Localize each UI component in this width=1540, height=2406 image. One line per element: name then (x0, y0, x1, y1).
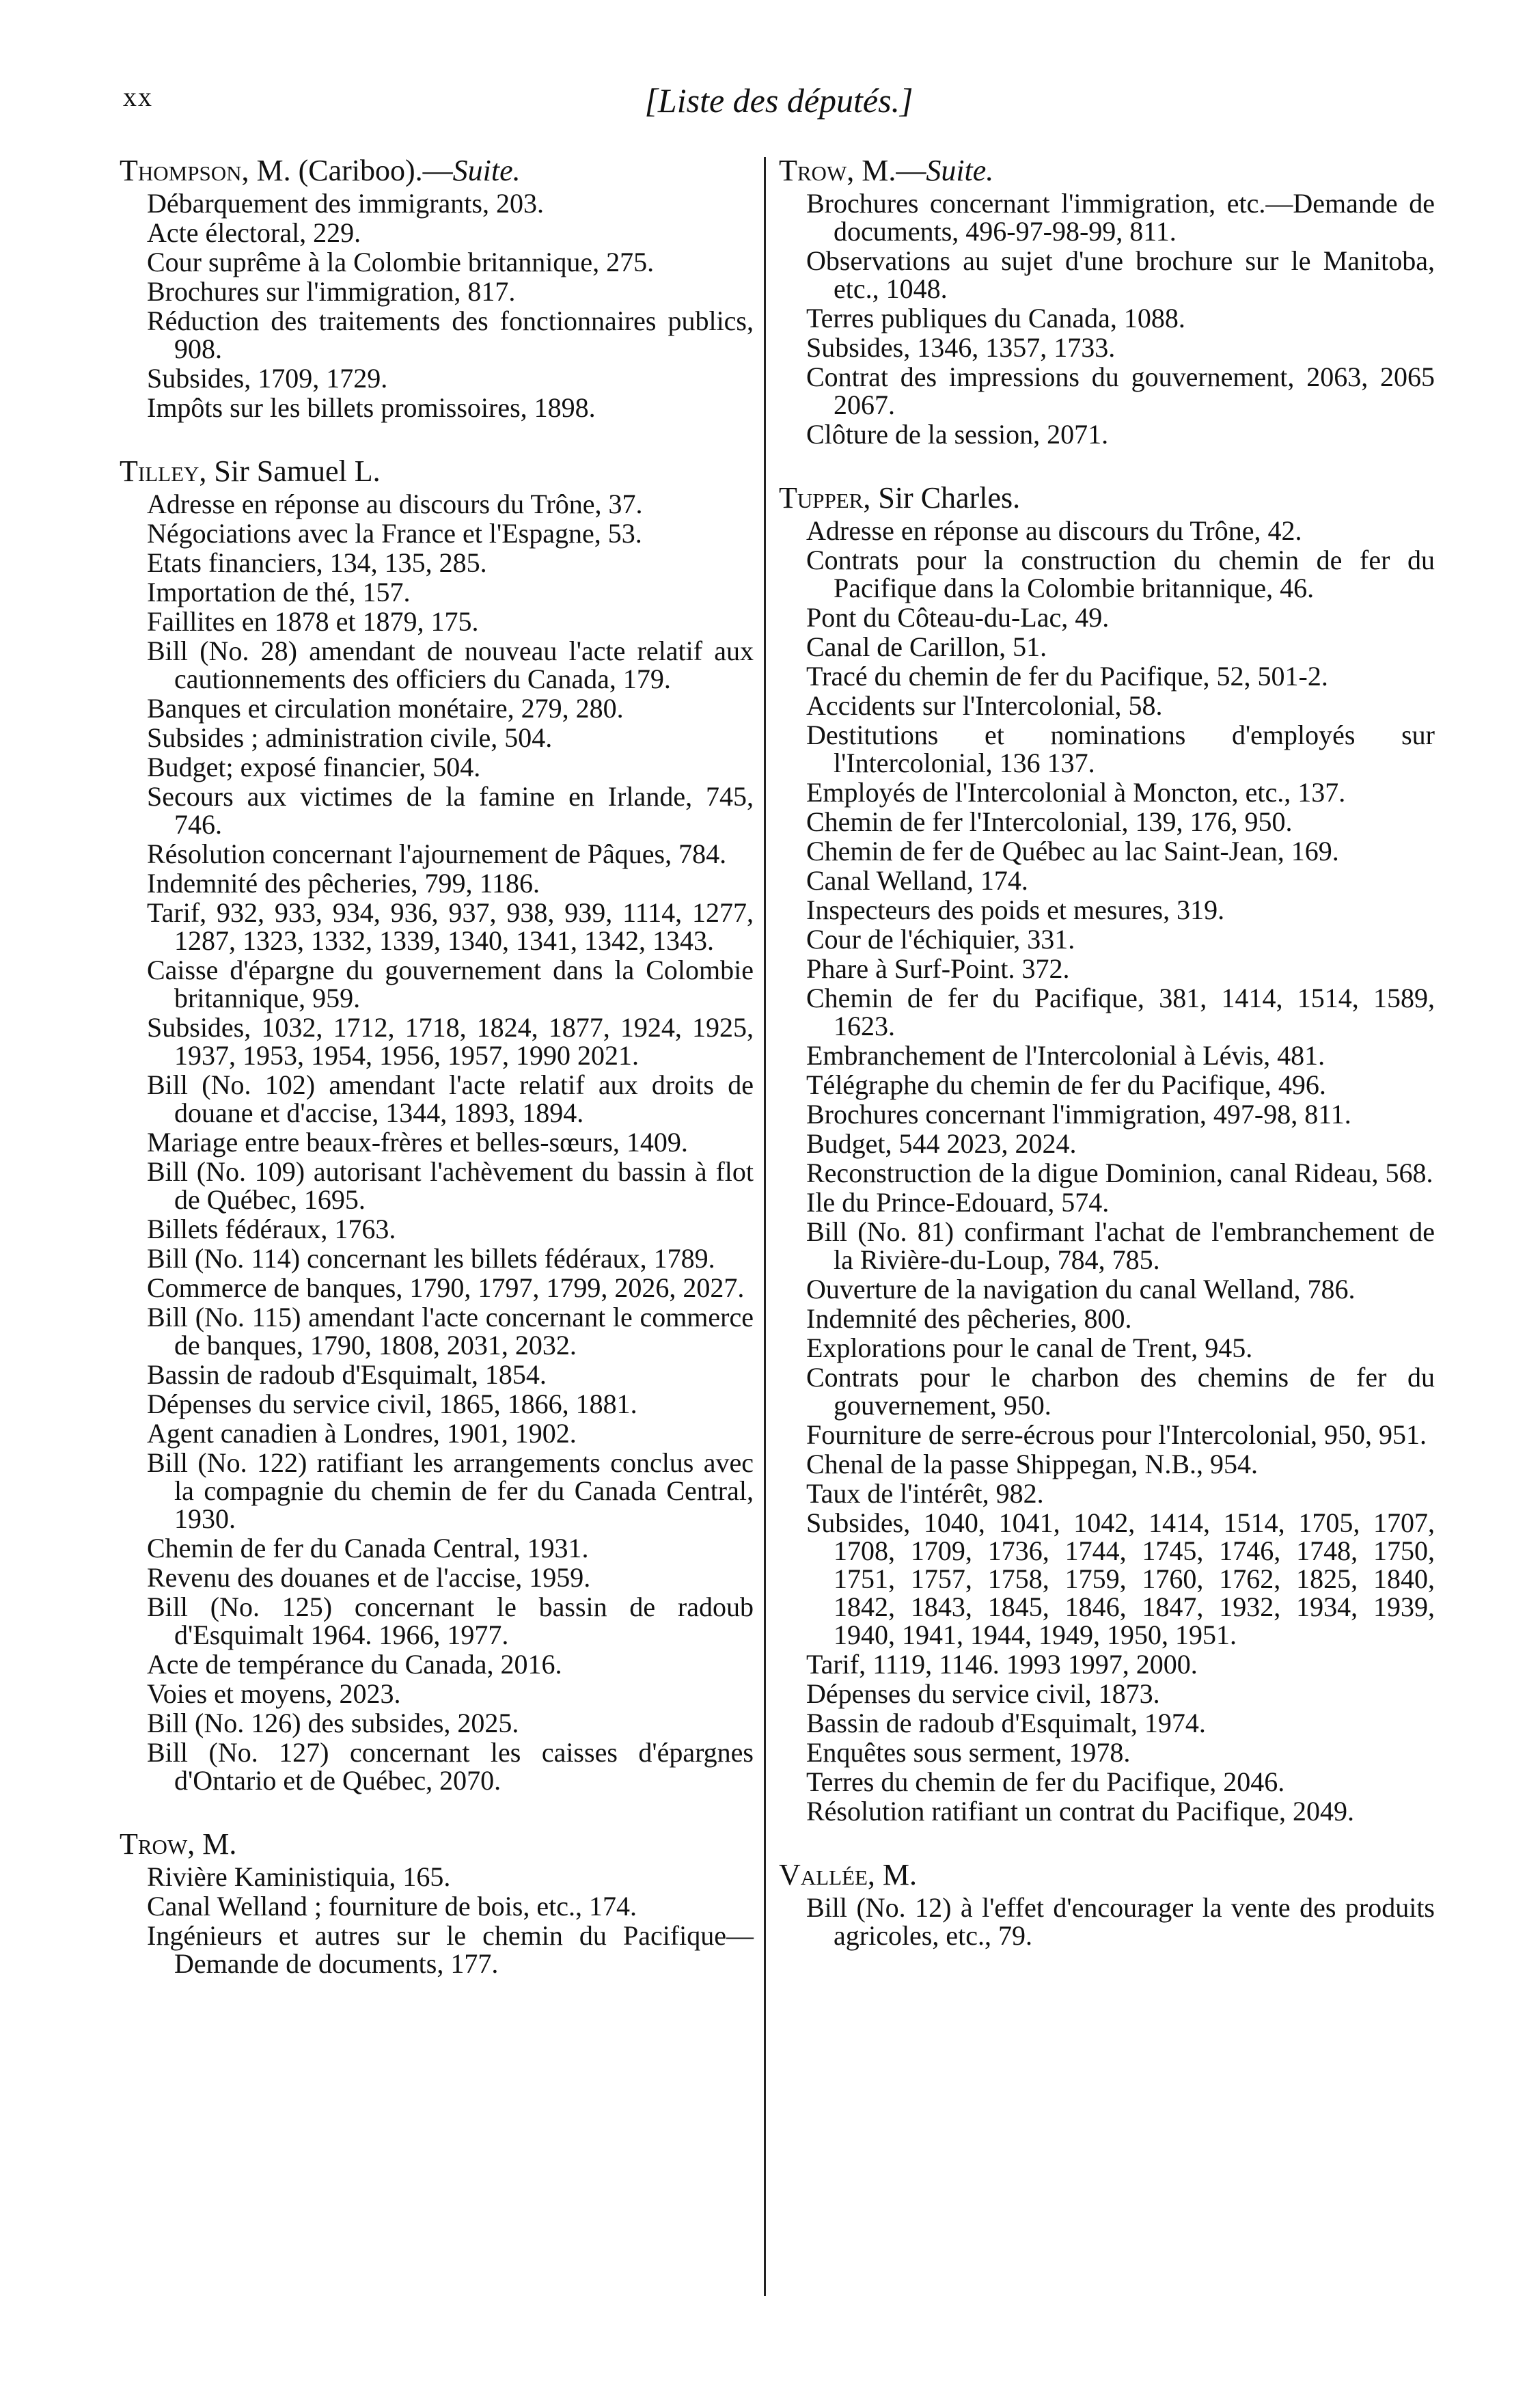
index-item: Canal Welland ; fourniture de bois, etc., 174. (147, 1891, 637, 1922)
index-item: Acte électoral, 229. (147, 217, 361, 248)
index-item: Résolution ratifiant un contrat du Pacifique, 2049. (806, 1796, 1355, 1827)
index-item: Observations au sujet d'une brochure sur le Manitoba, etc., 1048. (806, 245, 1435, 304)
index-item: Commerce de banques, 1790, 1797, 1799, 2026, 2027. (147, 1272, 745, 1303)
deputy-name (120, 1827, 754, 1861)
index-item: Etats financiers, 134, 135, 285. (147, 547, 487, 578)
entry-list (779, 517, 1435, 1825)
index-item: Bassin de radoub d'Esquimalt, 1854. (147, 1359, 547, 1390)
index-item: Adresse en réponse au discours du Trône, 42. (806, 515, 1302, 546)
index-item: Négociations avec la France et l'Espagne, 53. (147, 518, 642, 549)
index-item: Subsides, 1040, 1041, 1042, 1414, 1514, 1705, 1707, 1708, 1709, 1736, 1744, 1745, 1746, 1748, 1750, 1751, 1757, 1758, 1759, 1760, 1762, 1825, 1840, 1842, 1843, 1845, 1846, 1847, 1932, 1934, 1939, 1940, 1941, 1944, 1949, 1950, 1951. (806, 1507, 1435, 1650)
index-item: Terres publiques du Canada, 1088. (806, 303, 1185, 333)
page-number: xx (123, 81, 153, 112)
index-item: Inspecteurs des poids et mesures, 319. (806, 894, 1225, 925)
deputy-name (779, 481, 1435, 515)
index-item: Phare à Surf-Point. 372. (806, 953, 1070, 984)
deputy-surname: Vallée (779, 1858, 868, 1891)
index-item: Chemin de fer du Pacifique, 381, 1414, 1514, 1589, 1623. (806, 983, 1435, 1041)
deputy-entry (120, 1827, 754, 1978)
index-item: Canal Welland, 174. (806, 865, 1028, 896)
index-item: Adresse en réponse au discours du Trône, 37. (147, 489, 643, 519)
deputy-surname: Trow (120, 1827, 188, 1861)
index-item: Acte de tempérance du Canada, 2016. (147, 1649, 562, 1680)
deputy-name-rest: , M. (Cariboo).— (241, 154, 453, 187)
index-item: Bill (No. 125) concernant le bassin de radoub d'Esquimalt 1964. 1966, 1977. (147, 1591, 754, 1650)
entry-list (779, 1894, 1435, 1950)
index-item: Subsides, 1709, 1729. (147, 363, 388, 394)
index-item: Subsides, 1032, 1712, 1718, 1824, 1877, 1924, 1925, 1937, 1953, 1954, 1956, 1957, 1990 2021. (147, 1012, 754, 1071)
deputy-name-rest: , M. (867, 1858, 918, 1891)
entry-gap (120, 423, 754, 454)
index-item: Brochures concernant l'immigration, 497-98, 811. (806, 1099, 1351, 1130)
index-item: Mariage entre beaux-frères et belles-sœurs, 1409. (147, 1127, 688, 1158)
deputy-surname: Trow (779, 154, 847, 187)
column-divider (764, 157, 766, 2296)
index-item: Importation de thé, 157. (147, 577, 411, 607)
index-item: Contrats pour le charbon des chemins de fer du gouvernement, 950. (806, 1362, 1435, 1421)
deputy-name-rest: , Sir Samuel L. (199, 454, 381, 488)
index-item: Chemin de fer l'Intercolonial, 139, 176, 950. (806, 806, 1293, 837)
index-item: Subsides ; administration civile, 504. (147, 722, 553, 753)
index-item: Secours aux victimes de la famine en Irlande, 745, 746. (147, 781, 754, 840)
index-item: Indemnité des pêcheries, 800. (806, 1303, 1132, 1334)
page-header (123, 81, 1435, 135)
index-item: Ile du Prince-Edouard, 574. (806, 1187, 1110, 1218)
index-item: Clôture de la session, 2071. (806, 419, 1109, 450)
index-item: Banques et circulation monétaire, 279, 280. (147, 693, 624, 724)
deputy-entry (779, 481, 1435, 1825)
index-item: Dépenses du service civil, 1865, 1866, 1881. (147, 1389, 637, 1419)
index-item: Revenu des douanes et de l'accise, 1959. (147, 1562, 591, 1593)
index-item: Chemin de fer du Canada Central, 1931. (147, 1533, 589, 1563)
index-item: Reconstruction de la digue Dominion, canal Rideau, 568. (806, 1158, 1433, 1188)
index-item: Télégraphe du chemin de fer du Pacifique, 496. (806, 1069, 1326, 1100)
index-item: Tracé du chemin de fer du Pacifique, 52, 501-2. (806, 661, 1328, 692)
left-column (120, 154, 754, 1979)
index-item: Réduction des traitements des fonctionnaires publics, 908. (147, 305, 754, 364)
index-item: Explorations pour le canal de Trent, 945. (806, 1332, 1253, 1363)
index-item: Indemnité des pêcheries, 799, 1186. (147, 868, 540, 899)
deputy-name-rest: , Sir Charles. (863, 481, 1021, 515)
index-item: Bill (No. 127) concernant les caisses d'épargnes d'Ontario et de Québec, 2070. (147, 1737, 754, 1796)
deputy-name (779, 1858, 1435, 1892)
deputy-entry (779, 1858, 1435, 1950)
index-item: Embranchement de l'Intercolonial à Lévis, 481. (806, 1040, 1325, 1071)
entry-list (120, 490, 754, 1794)
index-item: Taux de l'intérêt, 982. (806, 1478, 1044, 1509)
index-item: Impôts sur les billets promissoires, 1898. (147, 392, 596, 423)
index-item: Cour suprême à la Colombie britannique, 275. (147, 247, 655, 277)
index-item: Pont du Côteau-du-Lac, 49. (806, 602, 1110, 633)
index-item: Bill (No. 115) amendant l'acte concernant le commerce de banques, 1790, 1808, 2031, 2032. (147, 1302, 754, 1361)
entry-list (120, 189, 754, 422)
index-item: Voies et moyens, 2023. (147, 1678, 401, 1709)
deputy-name (120, 454, 754, 489)
index-item: Tarif, 932, 933, 934, 936, 937, 938, 939, 1114, 1277, 1287, 1323, 1332, 1339, 1340, 1341, 1342, 1343. (147, 897, 754, 956)
index-item: Bassin de radoub d'Esquimalt, 1974. (806, 1708, 1206, 1738)
index-item: Subsides, 1346, 1357, 1733. (806, 332, 1116, 363)
index-item: Dépenses du service civil, 1873. (806, 1678, 1160, 1709)
index-item: Brochures sur l'immigration, 817. (147, 276, 516, 307)
deputy-surname: Tupper (779, 481, 864, 515)
deputy-name-rest: , M.— (847, 154, 926, 187)
index-item: Budget, 544 2023, 2024. (806, 1128, 1077, 1159)
entry-list (779, 189, 1435, 448)
running-title: [Liste des députés.] (644, 81, 913, 120)
index-item: Terres du chemin de fer du Pacifique, 2046. (806, 1766, 1285, 1797)
continued-label: Suite. (926, 154, 994, 187)
index-item: Budget; exposé financier, 504. (147, 752, 481, 782)
index-item: Contrat des impressions du gouvernement, 2063, 2065 2067. (806, 361, 1435, 420)
index-item: Bill (No. 12) à l'effet d'encourager la vente des produits agricoles, etc., 79. (806, 1892, 1435, 1951)
index-item: Caisse d'épargne du gouvernement dans la Colombie britannique, 959. (147, 955, 754, 1013)
continued-label: Suite. (452, 154, 521, 187)
index-item: Bill (No. 102) amendant l'acte relatif aux droits de douane et d'accise, 1344, 1893, 1894. (147, 1069, 754, 1128)
index-item: Tarif, 1119, 1146. 1993 1997, 2000. (806, 1649, 1198, 1680)
index-item: Bill (No. 114) concernant les billets fédéraux, 1789. (147, 1243, 715, 1274)
index-item: Accidents sur l'Intercolonial, 58. (806, 690, 1163, 721)
deputy-name-rest: , M. (187, 1827, 237, 1861)
entry-gap (120, 1796, 754, 1827)
index-item: Bill (No. 122) ratifiant les arrangements conclus avec la compagnie du chemin de fer du Canada Central, 1930. (147, 1447, 754, 1534)
index-item: Cour de l'échiquier, 331. (806, 924, 1075, 955)
deputy-surname: Tilley (120, 454, 200, 488)
index-item: Canal de Carillon, 51. (806, 631, 1047, 662)
index-item: Bill (No. 28) amendant de nouveau l'acte relatif aux cautionnements des officiers du Canada, 179. (147, 635, 754, 694)
index-item: Fourniture de serre-écrous pour l'Intercolonial, 950, 951. (806, 1419, 1427, 1450)
index-item: Employés de l'Intercolonial à Moncton, etc., 137. (806, 777, 1346, 808)
deputy-entry (120, 154, 754, 422)
index-item: Bill (No. 109) autorisant l'achèvement du bassin à flot de Québec, 1695. (147, 1156, 754, 1215)
index-item: Bill (No. 126) des subsides, 2025. (147, 1708, 519, 1738)
index-item: Chemin de fer de Québec au lac Saint-Jean, 169. (806, 836, 1339, 866)
index-item: Faillites en 1878 et 1879, 175. (147, 606, 479, 637)
index-item: Chenal de la passe Shippegan, N.B., 954. (806, 1449, 1258, 1479)
index-item: Ingénieurs et autres sur le chemin du Pacifique—Demande de documents, 177. (147, 1920, 754, 1979)
deputy-entry (120, 454, 754, 1794)
deputy-name (120, 154, 754, 188)
entry-list (120, 1863, 754, 1978)
entry-gap (779, 450, 1435, 481)
index-item: Bill (No. 81) confirmant l'achat de l'embranchement de la Rivière-du-Loup, 784, 785. (806, 1216, 1435, 1275)
index-item: Billets fédéraux, 1763. (147, 1214, 396, 1244)
index-item: Agent canadien à Londres, 1901, 1902. (147, 1418, 577, 1449)
index-item: Contrats pour la construction du chemin de fer du Pacifique dans la Colombie britannique, 46. (806, 545, 1435, 603)
deputy-surname: Thompson (120, 154, 242, 187)
index-item: Rivière Kaministiquia, 165. (147, 1861, 451, 1892)
index-item: Brochures concernant l'immigration, etc.—Demande de documents, 496-97-98-99, 811. (806, 188, 1435, 247)
deputy-entry (779, 154, 1435, 448)
index-item: Débarquement des immigrants, 203. (147, 188, 544, 219)
index-item: Ouverture de la navigation du canal Welland, 786. (806, 1274, 1356, 1304)
index-item: Résolution concernant l'ajournement de Pâques, 784. (147, 838, 727, 869)
right-column (779, 154, 1435, 1951)
index-item: Enquêtes sous serment, 1978. (806, 1737, 1131, 1768)
entry-gap (779, 1827, 1435, 1858)
deputy-name (779, 154, 1435, 188)
index-item: Destitutions et nominations d'employés sur l'Intercolonial, 136 137. (806, 720, 1435, 778)
